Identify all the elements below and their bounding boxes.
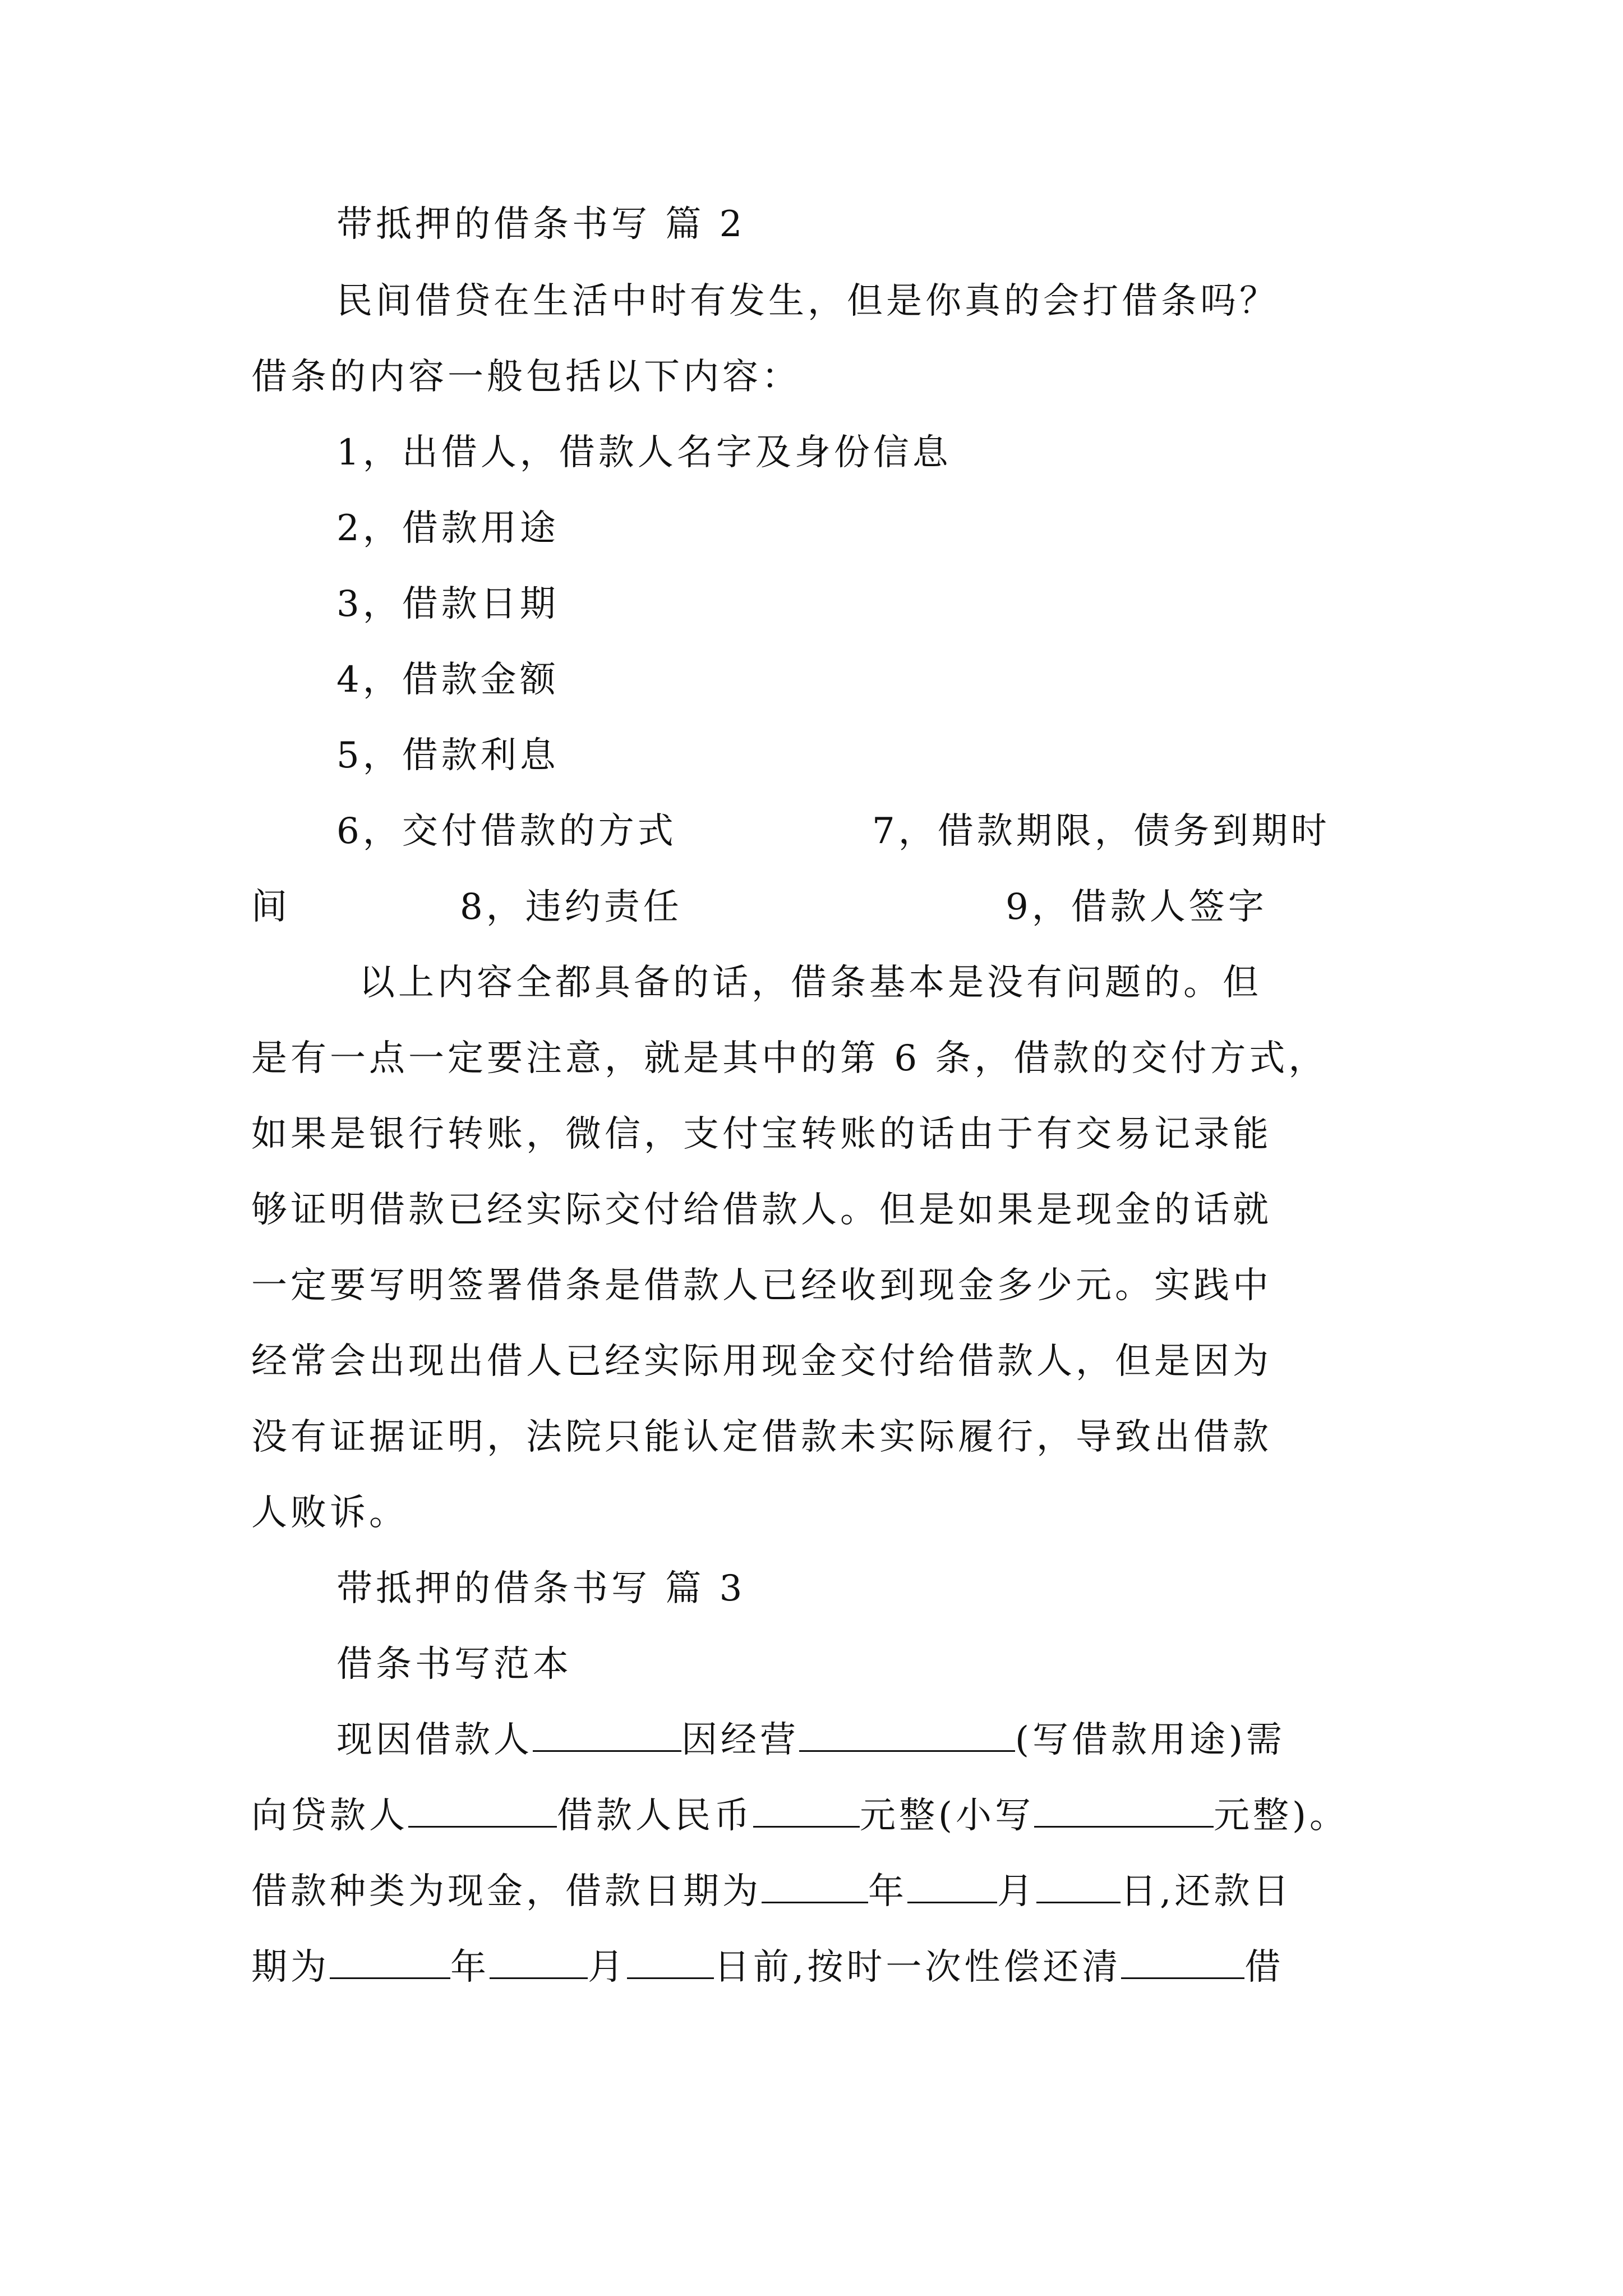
paragraph-line: 经常会出现出借人已经实际用现金交付给借款人，但是因为 xyxy=(251,1341,1272,1382)
blank-field xyxy=(330,1945,450,1979)
blank-field xyxy=(907,1869,997,1903)
form-text: 现因借款人 xyxy=(336,1719,533,1761)
blank-field xyxy=(533,1718,681,1752)
form-text: 借款人民币 xyxy=(557,1795,753,1837)
form-line xyxy=(336,1709,1285,1771)
section-heading-2: 带抵押的借条书写 篇 2 xyxy=(336,204,746,245)
list-item: 3，借款日期 xyxy=(336,583,559,625)
list-item: 9，借款人签字 xyxy=(1006,886,1267,928)
form-text: 因经营 xyxy=(681,1719,799,1761)
form-text: 月 xyxy=(997,1871,1036,1912)
paragraph-line: 够证明借款已经实际交付给借款人。但是如果是现金的话就 xyxy=(251,1189,1272,1231)
form-text: 年 xyxy=(450,1947,490,1988)
paragraph-line: 一定要写明签署借条是借款人已经收到现金多少元。实践中 xyxy=(251,1265,1272,1306)
form-text: 元整(小写 xyxy=(860,1795,1034,1837)
list-item: 4，借款金额 xyxy=(336,659,559,701)
form-line xyxy=(251,1861,1292,1922)
blank-field xyxy=(408,1793,557,1828)
blank-field xyxy=(490,1945,588,1979)
form-text: 日,还款日 xyxy=(1121,1871,1293,1912)
blank-field xyxy=(753,1793,860,1828)
list-item-continuation: 间 xyxy=(251,886,291,928)
form-text: 年 xyxy=(868,1871,907,1912)
form-text: 月 xyxy=(588,1947,627,1988)
list-item: 5，借款利息 xyxy=(336,735,559,776)
paragraph-line: 借条的内容一般包括以下内容： xyxy=(251,356,801,398)
form-text: 向贷款人 xyxy=(251,1795,408,1837)
blank-field xyxy=(799,1718,1015,1752)
form-text: 期为 xyxy=(251,1947,330,1988)
template-title: 借条书写范本 xyxy=(336,1644,572,1685)
paragraph-line: 如果是银行转账，微信，支付宝转账的话由于有交易记录能 xyxy=(251,1114,1272,1155)
paragraph-line: 是有一点一定要注意，就是其中的第 6 条，借款的交付方式， xyxy=(251,1038,1328,1079)
form-line xyxy=(251,1785,1349,1847)
form-text: 借 xyxy=(1244,1947,1284,1988)
paragraph-line: 没有证据证明，法院只能认定借款未实际履行，导致出借款 xyxy=(251,1416,1272,1458)
list-item: 8，违约责任 xyxy=(460,886,683,928)
paragraph-line: 以上内容全都具备的话，借条基本是没有问题的。但 xyxy=(359,962,1262,1004)
paragraph-line: 民间借贷在生活中时有发生，但是你真的会打借条吗？ xyxy=(336,280,1279,322)
section-heading-3: 带抵押的借条书写 篇 3 xyxy=(336,1568,746,1609)
blank-field xyxy=(762,1869,868,1903)
list-item: 7，借款期限，债务到期时 xyxy=(872,811,1330,852)
blank-field xyxy=(1034,1793,1214,1828)
form-text: (写借款用途)需 xyxy=(1015,1719,1285,1761)
form-text: 借款种类为现金，借款日期为 xyxy=(251,1871,762,1912)
list-item: 1，出借人，借款人名字及身份信息 xyxy=(336,432,952,473)
list-item: 6，交付借款的方式 xyxy=(336,811,677,852)
form-text: 日前,按时一次性偿还清 xyxy=(714,1947,1122,1988)
paragraph-line: 人败诉。 xyxy=(251,1492,408,1534)
list-item: 2，借款用途 xyxy=(336,508,559,549)
blank-field xyxy=(627,1945,714,1979)
form-text: 元整)。 xyxy=(1213,1795,1349,1837)
form-line xyxy=(251,1936,1284,1998)
blank-field xyxy=(1121,1945,1244,1979)
blank-field xyxy=(1036,1869,1121,1903)
